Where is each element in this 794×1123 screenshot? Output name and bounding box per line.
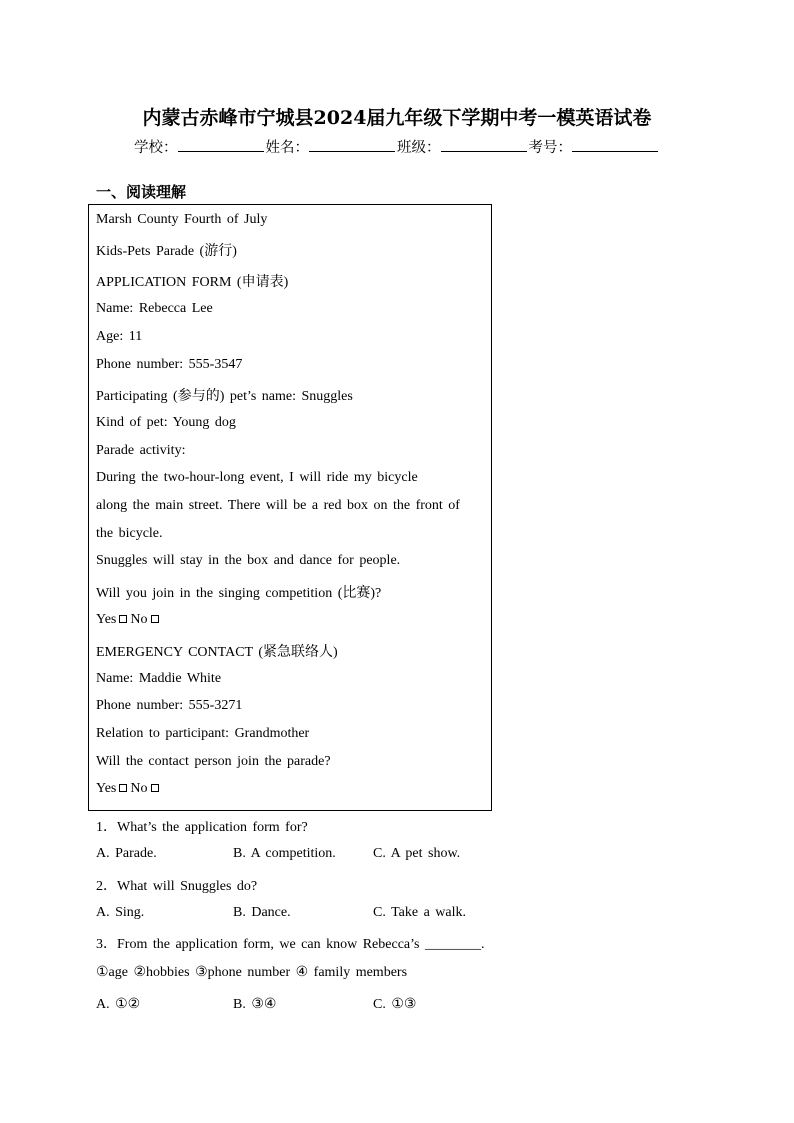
school-label: 学校： <box>134 140 178 156</box>
q3-option-c: C. ①③ <box>373 997 417 1012</box>
section-heading: 一、阅读理解 <box>96 183 187 201</box>
form-line-activity-3: the bicycle. <box>96 526 163 541</box>
no-label: No <box>130 781 148 796</box>
form-line-singing-question: Will you join in the singing competition (比赛)? <box>96 586 382 601</box>
question-3: 3．From the application form, we can know Rebecca’s ________. <box>96 937 485 952</box>
q2-option-c: C. Take a walk. <box>373 905 467 920</box>
class-blank[interactable] <box>441 137 527 152</box>
form-line-activity-1: During the two-hour-long event, I will ride my bicycle <box>96 470 418 485</box>
form-line-event: Marsh County Fourth of July <box>96 212 268 227</box>
no-label: No <box>130 612 148 627</box>
q3-option-b: B. ③④ <box>233 997 277 1012</box>
name-label: 姓名： <box>265 140 309 156</box>
class-label: 班级： <box>397 140 441 156</box>
school-blank[interactable] <box>178 137 264 152</box>
form-line-parade: Kids-Pets Parade (游行) <box>96 244 237 259</box>
page-title: 内蒙古赤峰市宁城县2024届九年级下学期中考一模英语试卷 <box>142 107 652 129</box>
class-field <box>397 136 529 157</box>
q3-items: ①age ②hobbies ③phone number ④ family members <box>96 965 408 980</box>
exam-number-field <box>529 136 661 157</box>
form-line-kind: Kind of pet: Young dog <box>96 415 236 430</box>
name-field <box>266 136 398 157</box>
form-line-contact-phone: Phone number: 555-3271 <box>96 698 243 713</box>
form-line-pet-name: Participating (参与的) pet’s name: Snuggles <box>96 389 353 404</box>
school-field <box>134 136 266 157</box>
form-line-activity-4: Snuggles will stay in the box and dance for people. <box>96 553 401 568</box>
yes-checkbox[interactable] <box>119 784 127 792</box>
q1-option-b: B. A competition. <box>233 846 336 861</box>
form-line-name: Name: Rebecca Lee <box>96 301 213 316</box>
student-info-line <box>0 136 794 157</box>
exam-number-label: 考号： <box>528 140 572 156</box>
q2-option-b: B. Dance. <box>233 905 291 920</box>
form-line-parade-question: Will the contact person join the parade? <box>96 754 331 769</box>
yes-label: Yes <box>96 781 117 796</box>
exam-number-blank[interactable] <box>572 137 658 152</box>
q1-option-c: C. A pet show. <box>373 846 461 861</box>
form-line-age: Age: 11 <box>96 329 143 344</box>
yes-label: Yes <box>96 612 117 627</box>
form-line-application: APPLICATION FORM (申请表) <box>96 275 289 290</box>
q1-option-a: A. Parade. <box>96 846 157 861</box>
form-line-activity-label: Parade activity: <box>96 443 186 458</box>
name-blank[interactable] <box>309 137 395 152</box>
form-line-emergency: EMERGENCY CONTACT (紧急联络人) <box>96 645 338 660</box>
form-line-singing-answer <box>96 612 162 628</box>
q2-option-a: A. Sing. <box>96 905 145 920</box>
question-2: 2．What will Snuggles do? <box>96 879 258 894</box>
form-line-contact-name: Name: Maddie White <box>96 671 222 686</box>
yes-checkbox[interactable] <box>119 615 127 623</box>
form-line-relation: Relation to participant: Grandmother <box>96 726 310 741</box>
q3-option-a: A. ①② <box>96 997 141 1012</box>
form-line-activity-2: along the main street. There will be a red box on the front of <box>96 498 460 513</box>
form-line-parade-answer <box>96 781 162 797</box>
question-1: 1．What’s the application form for? <box>96 820 308 835</box>
form-line-phone: Phone number: 555-3547 <box>96 357 243 372</box>
no-checkbox[interactable] <box>151 615 159 623</box>
no-checkbox[interactable] <box>151 784 159 792</box>
